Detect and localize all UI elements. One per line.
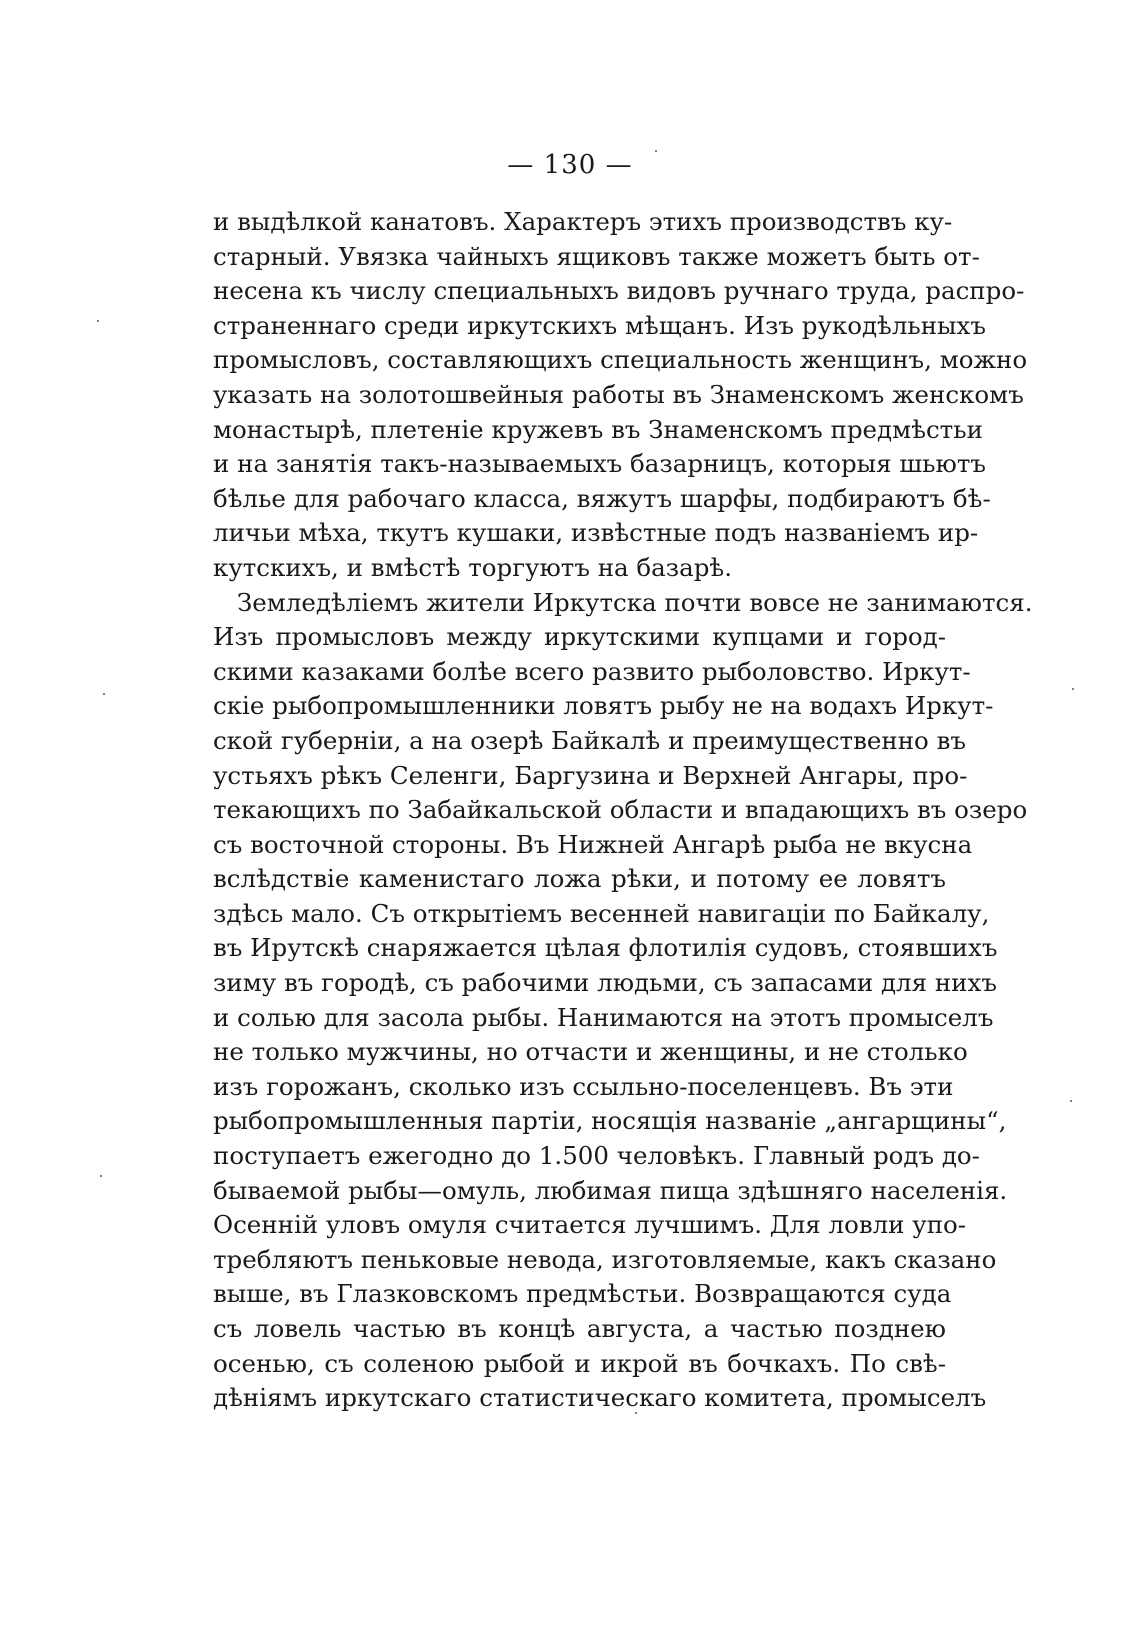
scan-speck xyxy=(655,150,657,152)
scan-speck xyxy=(97,320,99,322)
scan-speck xyxy=(100,1175,102,1177)
text-line: въ Ирутскѣ снаряжается цѣлая флотилія судовъ, стоявшихъ xyxy=(213,933,998,963)
text-line: требляютъ пеньковые невода, изготовляемые, какъ сказано xyxy=(213,1244,997,1274)
text-line: съ восточной стороны. Въ Нижней Ангарѣ рыба не вкусна xyxy=(213,829,973,859)
text-line: рыбопромышленныя партіи, носящія названіе „ангарщины“, xyxy=(213,1106,1007,1136)
page-number: — 130 — xyxy=(507,150,633,180)
text-line: страненнаго среди иркутскихъ мѣщанъ. Изъ рукодѣльныхъ xyxy=(213,310,986,340)
text-line: поступаетъ ежегодно до 1.500 человѣкъ. Главный родъ до- xyxy=(213,1141,980,1171)
text-line: старный. Увязка чайныхъ ящиковъ также можетъ быть от- xyxy=(213,241,980,271)
text-line: указать на золотошвейныя работы въ Знаменскомъ женскомъ xyxy=(213,379,1024,409)
text-line: личьи мѣха, ткутъ кушаки, извѣстные подъ названіемъ ир- xyxy=(213,518,979,548)
text-line: бѣлье для рабочаго класса, вяжутъ шарфы, подбираютъ бѣ- xyxy=(213,483,991,513)
text-line: текающихъ по Забайкальской области и впадающихъ въ озеро xyxy=(213,795,1028,825)
text-line: изъ горожанъ, сколько изъ ссыльно-поселенцевъ. Въ эти xyxy=(213,1071,954,1101)
text-line: ской губерніи, а на озерѣ Байкалѣ и преимущественно въ xyxy=(213,725,966,755)
scan-speck xyxy=(635,1412,637,1414)
body-text xyxy=(213,205,1033,1416)
text-line: и солью для засола рыбы. Нанимаются на этотъ промыселъ xyxy=(213,1002,994,1032)
scan-speck xyxy=(1070,1100,1072,1102)
text-line: несена къ числу специальныхъ видовъ ручнаго труда, распро- xyxy=(213,276,1025,306)
text-line: Изъ промысловъ между иркутскими купцами и город- xyxy=(213,622,946,652)
text-line: не только мужчины, но отчасти и женщины, и не столько xyxy=(213,1037,968,1067)
text-line: и выдѣлкой канатовъ. Характеръ этихъ производствъ ку- xyxy=(213,207,953,236)
text-line-paragraph-start: Земледѣліемъ жители Иркутска почти вовсе не занимаются. xyxy=(237,587,1033,617)
text-line-paragraph-end: кутскихъ, и вмѣстѣ торгуютъ на базарѣ. xyxy=(213,552,732,582)
text-line: выше, въ Глазковскомъ предмѣстьи. Возвращаются суда xyxy=(213,1279,952,1309)
text-line: дѣніямъ иркутскаго статистическаго комитета, промыселъ xyxy=(213,1383,987,1413)
text-line: вслѣдствіе каменистаго ложа рѣки, и потому ее ловятъ xyxy=(213,864,946,894)
text-line: скими казаками болѣе всего развито рыболовство. Иркут- xyxy=(213,656,971,686)
text-line: устьяхъ рѣкъ Селенги, Баргузина и Верхней Ангары, про- xyxy=(213,760,968,790)
text-line: бываемой рыбы—омуль, любимая пища здѣшняго населенія. xyxy=(213,1175,1008,1205)
text-line: скіе рыбопромышленники ловятъ рыбу не на водахъ Иркут- xyxy=(213,691,994,721)
text-line: зиму въ городѣ, съ рабочими людьми, съ запасами для нихъ xyxy=(213,968,997,998)
text-line: Осенній уловъ омуля считается лучшимъ. Для ловли упо- xyxy=(213,1210,967,1240)
scan-speck xyxy=(1072,688,1074,690)
scan-speck xyxy=(103,693,105,695)
text-line: осенью, съ соленою рыбой и икрой въ бочкахъ. По свѣ- xyxy=(213,1348,946,1378)
text-line: монастырѣ, плетеніе кружевъ въ Знаменскомъ предмѣстьи xyxy=(213,414,983,444)
text-line: здѣсь мало. Съ открытіемъ весенней навигаціи по Байкалу, xyxy=(213,898,990,928)
text-line: съ ловель частью въ концѣ августа, а частью позднею xyxy=(213,1314,946,1343)
text-line: и на занятія такъ-называемыхъ базарницъ, которыя шьютъ xyxy=(213,449,986,479)
text-line: промысловъ, составляющихъ специальность женщинъ, можно xyxy=(213,345,1028,375)
